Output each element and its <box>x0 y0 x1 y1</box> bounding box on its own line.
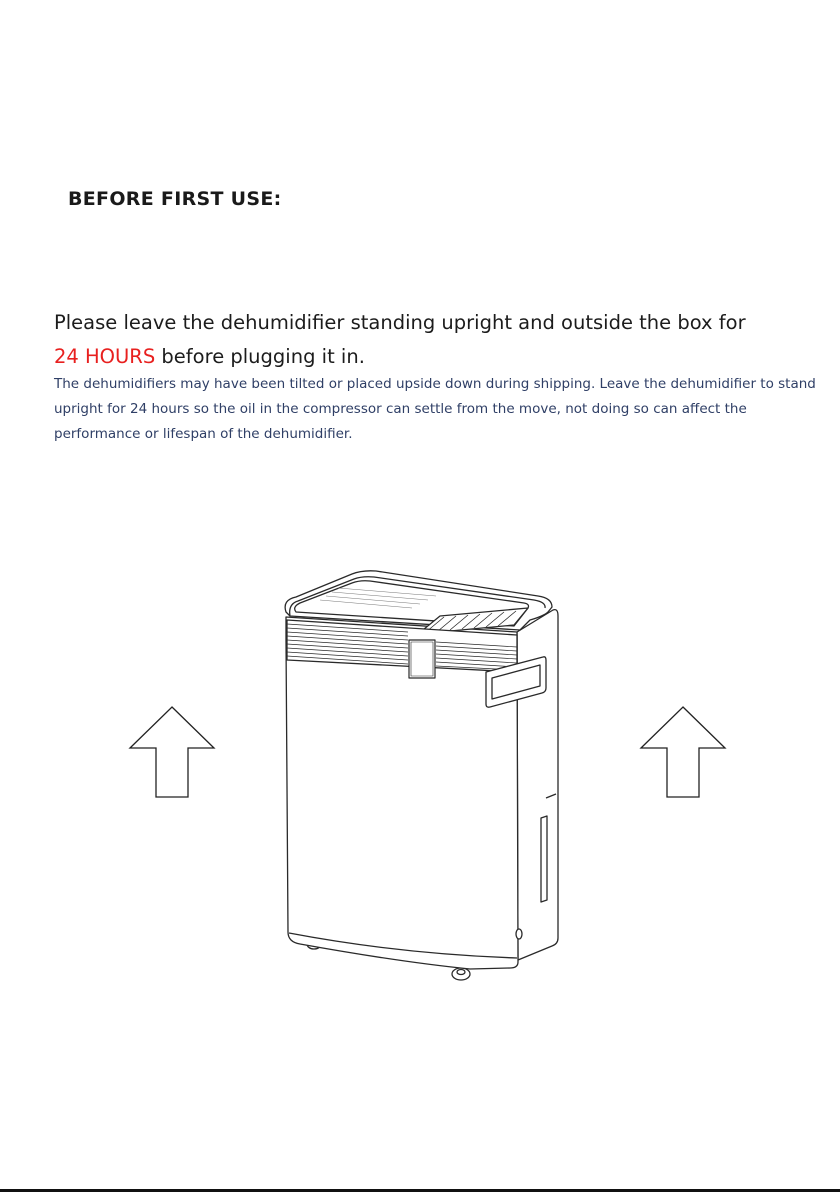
hours-highlight: 24 HOURS <box>54 345 156 368</box>
shipping-explanation: The dehumidifiers may have been tilted or placed upside down during shipping. Leave the dehumidifier to stand upright for 24 hours so the oil in the compressor can settle from the move, not doing so can affect the performance or lifespan of the dehumidifier. <box>54 376 816 442</box>
instruction-line2: before plugging it in. <box>155 345 365 368</box>
upright-illustration <box>0 540 840 1000</box>
section-heading: BEFORE FIRST USE: <box>68 188 282 210</box>
dehumidifier-illustration <box>285 571 558 980</box>
upright-instruction <box>54 306 814 374</box>
up-arrow-icon-right <box>641 707 725 797</box>
up-arrow-icon-left <box>130 707 214 797</box>
instruction-line1: Please leave the dehumidifier standing upright and outside the box for <box>54 311 746 334</box>
